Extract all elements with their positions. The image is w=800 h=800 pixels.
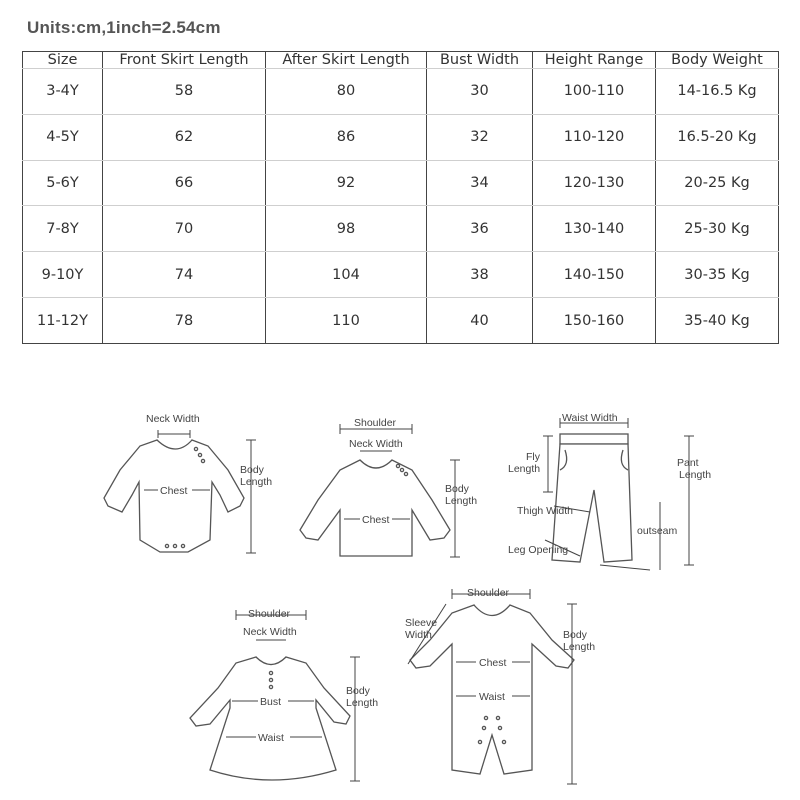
romper-waist-label: Waist xyxy=(479,691,505,703)
cell-front-skirt-length: 58 xyxy=(103,69,266,115)
sweater-chest-label: Chest xyxy=(362,514,390,526)
dress-bust-label: Bust xyxy=(260,696,282,708)
cell-body-weight: 16.5-20 Kg xyxy=(656,114,779,160)
cell-size: 7-8Y xyxy=(23,206,103,252)
bodysuit-body-label: Body xyxy=(240,464,264,476)
header-body-weight: Body Weight xyxy=(656,52,779,69)
pants-leg-opening-label: Leg Opening xyxy=(508,544,569,556)
cell-after-skirt-length: 80 xyxy=(266,69,427,115)
sweater-shoulder-label: Shoulder xyxy=(354,417,397,429)
cell-after-skirt-length: 110 xyxy=(266,298,427,344)
bodysuit-chest-label: Chest xyxy=(160,485,188,497)
romper-diagram xyxy=(405,587,595,784)
cell-size: 11-12Y xyxy=(23,298,103,344)
dress-waist-label: Waist xyxy=(258,732,284,744)
cell-height-range: 120-130 xyxy=(533,160,656,206)
cell-size: 9-10Y xyxy=(23,252,103,298)
cell-height-range: 100-110 xyxy=(533,69,656,115)
romper-shoulder-label: Shoulder xyxy=(467,587,510,599)
cell-bust-width: 40 xyxy=(427,298,533,344)
cell-front-skirt-length: 62 xyxy=(103,114,266,160)
header-after-skirt-length: After Skirt Length xyxy=(266,52,427,69)
dress-body-label: Body xyxy=(346,685,370,697)
sweater-body-label: Body xyxy=(445,483,469,495)
cell-bust-width: 32 xyxy=(427,114,533,160)
header-front-skirt-length: Front Skirt Length xyxy=(103,52,266,69)
bodysuit-neck-label: Neck Width xyxy=(146,413,200,425)
pants-pant-length-label: Length xyxy=(679,469,712,481)
cell-bust-width: 36 xyxy=(427,206,533,252)
cell-after-skirt-length: 104 xyxy=(266,252,427,298)
cell-height-range: 150-160 xyxy=(533,298,656,344)
romper-length-label: Length xyxy=(563,641,596,653)
sweater-length-label: Length xyxy=(445,495,478,507)
bodysuit-length-label: Length xyxy=(240,476,273,488)
romper-chest-label: Chest xyxy=(479,657,507,669)
cell-front-skirt-length: 74 xyxy=(103,252,266,298)
cell-body-weight: 35-40 Kg xyxy=(656,298,779,344)
dress-shoulder-label: Shoulder xyxy=(248,608,291,620)
cell-size: 5-6Y xyxy=(23,160,103,206)
pants-outseam-label: outseam xyxy=(637,525,678,537)
romper-sleeve-width-label: Width xyxy=(405,629,432,641)
pants-waist-label: Waist Width xyxy=(562,412,618,424)
sweater-neck-label: Neck Width xyxy=(349,438,403,450)
dress-diagram xyxy=(190,608,378,781)
header-bust-width: Bust Width xyxy=(427,52,533,69)
header-size: Size xyxy=(23,52,103,69)
romper-body-label: Body xyxy=(563,629,587,641)
cell-after-skirt-length: 86 xyxy=(266,114,427,160)
cell-bust-width: 38 xyxy=(427,252,533,298)
pants-thigh-label: Thigh Width xyxy=(517,505,574,517)
cell-body-weight: 14-16.5 Kg xyxy=(656,69,779,115)
cell-body-weight: 20-25 Kg xyxy=(656,160,779,206)
cell-bust-width: 34 xyxy=(427,160,533,206)
cell-height-range: 140-150 xyxy=(533,252,656,298)
cell-front-skirt-length: 78 xyxy=(103,298,266,344)
romper-sleeve-label: Sleeve xyxy=(405,617,438,629)
pants-fly-length-label: Length xyxy=(508,463,541,475)
pants-pant-label: Pant xyxy=(677,457,699,469)
cell-after-skirt-length: 98 xyxy=(266,206,427,252)
header-height-range: Height Range xyxy=(533,52,656,69)
pants-fly-label: Fly xyxy=(526,451,540,463)
units-note: Units:cm,1inch=2.54cm xyxy=(27,18,221,37)
cell-size: 3-4Y xyxy=(23,69,103,115)
cell-height-range: 110-120 xyxy=(533,114,656,160)
cell-height-range: 130-140 xyxy=(533,206,656,252)
pants-diagram xyxy=(508,412,711,570)
bodysuit-diagram xyxy=(104,413,272,553)
cell-body-weight: 30-35 Kg xyxy=(656,252,779,298)
cell-front-skirt-length: 70 xyxy=(103,206,266,252)
cell-after-skirt-length: 92 xyxy=(266,160,427,206)
cell-body-weight: 25-30 Kg xyxy=(656,206,779,252)
cell-size: 4-5Y xyxy=(23,114,103,160)
dress-neck-label: Neck Width xyxy=(243,626,297,638)
dress-length-label: Length xyxy=(346,697,379,709)
cell-front-skirt-length: 66 xyxy=(103,160,266,206)
sweater-diagram xyxy=(300,417,477,557)
cell-bust-width: 30 xyxy=(427,69,533,115)
